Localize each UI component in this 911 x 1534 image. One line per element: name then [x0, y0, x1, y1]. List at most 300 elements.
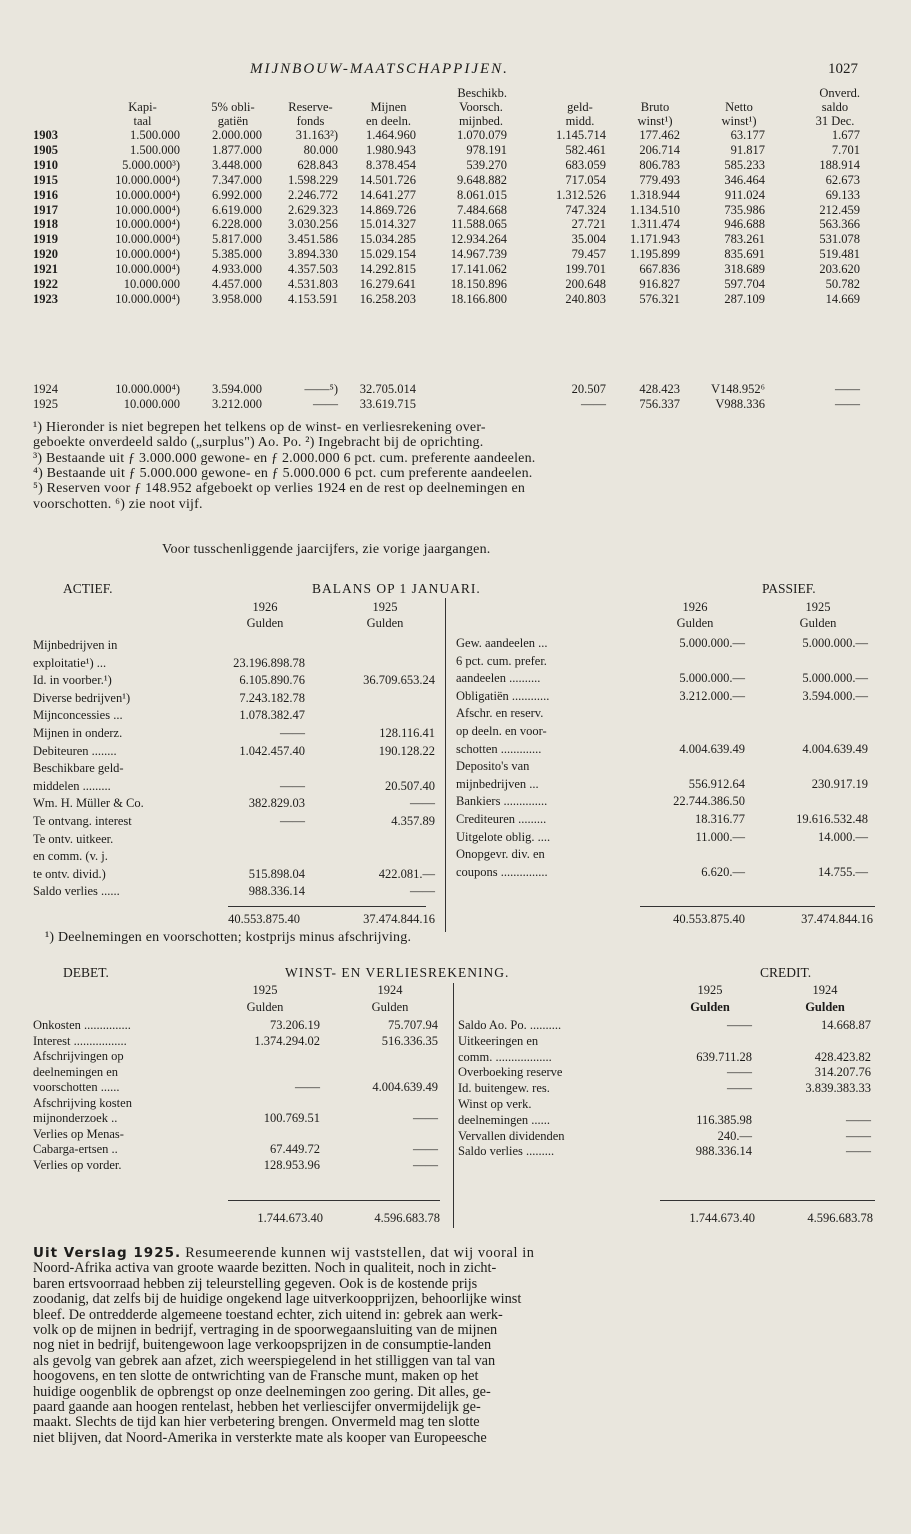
stats-cell: 806.783	[639, 157, 680, 172]
pl-cur-left-2: Gulden	[371, 1000, 409, 1014]
balance-actief-row-label: Mijnbedrijven in	[33, 638, 118, 652]
stats-cell: 7.484.668	[457, 202, 507, 217]
pl-total-left-2: 4.596.683.78	[374, 1211, 440, 1225]
stats-year: 1918	[33, 217, 58, 232]
footnote-line: ⁴) Bestaande uit ƒ 5.000.000 gewone- en ƒ 5.000.000 6 pct. cum preferente aandeelen.	[33, 465, 533, 481]
stats-cell: 206.714	[639, 142, 680, 157]
report-line: als gevolg van gebrek aan afzet, zich weerspiegelend in het stilliggen van tal van	[33, 1352, 496, 1369]
pl-right-head: CREDIT.	[760, 965, 812, 980]
stats-year: 1905	[33, 142, 58, 157]
balance-right-head: PASSIEF.	[762, 581, 816, 596]
stats-cell: 16.258.203	[359, 291, 416, 306]
pl-credit-row-label: deelnemingen ......	[458, 1112, 550, 1127]
stats-year: 1919	[33, 232, 58, 247]
stats-cell: 177.462	[639, 128, 680, 142]
pl-credit-row-label: Vervallen dividenden	[458, 1128, 565, 1143]
stats-cell: 539.270	[466, 157, 507, 172]
stats-cell: 916.827	[639, 277, 680, 291]
stats-year: 1915	[33, 172, 58, 187]
stats-cell: ——	[835, 397, 860, 411]
stats-cell: 1.134.510	[630, 202, 680, 217]
pl-cur-left-1: Gulden	[246, 1000, 284, 1014]
pl-debet-row-value-2: ——	[413, 1142, 438, 1156]
stats-head-1: Beschikb.	[457, 86, 507, 100]
stats-cell: 582.461	[565, 142, 606, 157]
stats-cell: 7.701	[831, 142, 860, 157]
stats-head-2: Kapi-	[128, 100, 157, 114]
stats-cell: 14.641.277	[359, 187, 416, 202]
balance-actief-row-value-2: 20.507.40	[385, 778, 435, 793]
pl-credit-row-value-1: 639.711.28	[696, 1049, 752, 1064]
pl-debet-row-value-2: ——	[413, 1111, 438, 1125]
balance-actief-row-value-2: 190.128.22	[378, 743, 435, 758]
stats-cell: 9.648.882	[457, 172, 507, 187]
stats-cell: 20.507	[571, 382, 606, 396]
balance-passief-row-value-2: 5.000.000.—	[802, 671, 868, 686]
pl-debet-row-value-2: 516.336.35	[381, 1033, 438, 1048]
stats-head-2: Mijnen	[370, 100, 407, 114]
balance-passief-row-label: Onopgevr. div. en	[456, 847, 545, 862]
stats-cell: 16.279.641	[359, 277, 416, 291]
stats-cell: 4.933.000	[212, 262, 262, 277]
pl-credit-row-value-1: ——	[727, 1065, 752, 1080]
stats-cell: 14.501.726	[359, 172, 416, 187]
stats-cell: 4.457.000	[212, 277, 262, 291]
stats-cell: 946.688	[724, 217, 765, 232]
balance-passief-row-value-2: 4.004.639.49	[802, 741, 868, 756]
stats-cell: 747.324	[565, 202, 606, 217]
stats-year: 1921	[33, 262, 58, 277]
stats-cell: V988.336	[715, 397, 765, 411]
stats-cell: 17.141.062	[450, 262, 507, 277]
stats-cell: 1.677	[831, 128, 860, 142]
stats-year: 1923	[33, 291, 58, 306]
balance-actief-row-label: Id. in voorber.¹)	[33, 673, 112, 688]
footnote-line: ⁵) Reserven voor ƒ 148.952 afgeboekt op verlies 1924 en de rest op deelnemingen en	[33, 481, 526, 497]
pl-credit-row-value-1: 988.336.14	[695, 1144, 752, 1159]
pl-debet-row-value-1: 100.769.51	[263, 1111, 320, 1125]
stats-cell: 14.669	[825, 291, 860, 306]
stats-cell: 14.292.815	[359, 262, 416, 277]
stats-cell: 10.000.000⁴)	[115, 382, 180, 396]
balance-actief-row-value-1: 7.243.182.78	[239, 690, 305, 705]
stats-head-2: saldo	[821, 100, 849, 114]
pl-credit-row-value-2: 314.207.76	[814, 1065, 871, 1080]
stats-cell: 1.145.714	[556, 128, 606, 142]
pl-credit-row-value-1: ——	[727, 1081, 752, 1096]
balance-actief-row-label: Mijnconcessies ...	[33, 708, 123, 723]
balance-actief-row-value-2: ——	[410, 796, 435, 811]
pl-debet-row-value-1: 73.206.19	[270, 1018, 320, 1032]
pl-debet-row-label: Verlies op vorder.	[33, 1157, 122, 1172]
balance-actief-row-value-1: 1.042.457.40	[239, 743, 305, 758]
stats-cell: 212.459	[819, 202, 860, 217]
report-lead: Uit Verslag 1925.	[33, 1245, 182, 1261]
balance-actief-row-label: Beschikbare geld-	[33, 761, 124, 776]
stats-cell: 27.721	[571, 217, 606, 232]
pl-debet-row-value-1: 128.953.96	[263, 1157, 320, 1172]
footnote-line: ¹) Hieronder is niet begrepen het telkens op de winst- en verliesrekening over-	[33, 420, 486, 435]
stats-cell: 10.000.000⁴)	[115, 172, 180, 187]
stats-cell: 203.620	[819, 262, 860, 277]
stats-cell: 1.598.229	[288, 172, 338, 187]
bal-cur-left-2: Gulden	[366, 616, 404, 630]
balance-actief-row-value-2: 4.357.89	[391, 814, 435, 828]
stats-head-3: en deeln.	[365, 114, 412, 128]
stats-cell: 2.000.000	[212, 128, 262, 142]
stats-cell: 200.648	[565, 277, 606, 291]
stats-cell: 80.000	[303, 142, 338, 157]
balance-left-rule	[228, 906, 426, 907]
stats-cell: 10.000.000⁴)	[115, 187, 180, 202]
pl-credit-row-value-2: ——	[846, 1144, 871, 1159]
balance-actief-row-label: Te ontvang. interest	[33, 814, 132, 828]
pl-credit-row-value-1: 116.385.98	[696, 1112, 752, 1127]
stats-cell: 1.500.000	[130, 128, 180, 142]
stats-cell: 6.619.000	[212, 202, 262, 217]
stats-cell: 62.673	[825, 172, 860, 187]
stats-cell: 8.061.015	[457, 187, 507, 202]
balance-passief-row-label: mijnbedrijven ...	[456, 776, 539, 791]
balance-actief-row-label: te ontv. divid.)	[33, 866, 106, 881]
stats-cell: 10.000.000	[123, 397, 180, 411]
balance-actief-row-value-1: ——	[280, 778, 305, 793]
balance-actief-row-value-1: ——	[280, 726, 305, 740]
balance-passief-row-value-1: 5.000.000.—	[679, 636, 745, 650]
stats-cell: 10.000.000⁴)	[115, 232, 180, 247]
stats-cell: ——	[313, 397, 338, 411]
pl-left-head: DEBET.	[63, 965, 109, 980]
report-line: volk op de mijnen in bedrijf, vertraging in de spoorwegaansluiting van de mijnen	[33, 1322, 498, 1339]
stats-cell: 11.588.065	[451, 217, 507, 232]
pl-right-rule	[660, 1200, 875, 1201]
stats-cell: 287.109	[724, 291, 765, 306]
stats-cell: 33.619.715	[359, 397, 416, 411]
pl-title: WINST- EN VERLIESREKENING.	[285, 965, 510, 980]
stats-cell: 563.366	[819, 217, 860, 232]
bal-year-left-1: 1926	[252, 600, 278, 614]
pl-total-right-1: 1.744.673.40	[689, 1211, 755, 1225]
stats-cell: 1.312.526	[556, 187, 606, 202]
stats-cell: 1.877.000	[212, 142, 262, 157]
pl-credit-row-value-2: 3.839.383.33	[805, 1081, 871, 1096]
pl-debet-row-value-2: 75.707.94	[388, 1018, 438, 1032]
stats-cell: 18.166.800	[450, 291, 507, 306]
footnote-line: voorschotten. ⁶) zie noot vijf.	[33, 496, 203, 512]
stats-cell: 15.014.327	[359, 217, 416, 232]
balance-left-head: ACTIEF.	[63, 581, 113, 596]
balance-passief-row-value-2: 14.755.—	[818, 864, 868, 879]
balance-passief-row-value-1: 556.912.64	[688, 776, 745, 791]
stats-head-2: geld-	[567, 100, 593, 114]
stats-cell: 69.133	[825, 187, 860, 202]
pl-year-right-2: 1924	[812, 983, 838, 997]
balance-passief-row-label: op deeln. en voor-	[456, 724, 547, 738]
balance-actief-row-value-1: 382.829.03	[248, 796, 305, 811]
bal-cur-right-1: Gulden	[676, 616, 714, 630]
balance-passief-row-value-1: 5.000.000.—	[679, 671, 745, 686]
balance-passief-row-label: aandeelen ..........	[456, 671, 541, 686]
bal-total-right-2: 37.474.844.16	[801, 912, 873, 926]
stats-cell: 10.000.000⁴)	[115, 247, 180, 262]
balance-passief-row-label: 6 pct. cum. prefer.	[456, 653, 547, 668]
bal-total-left-2: 37.474.844.16	[363, 912, 435, 926]
pl-debet-row-label: Verlies op Menas-	[33, 1126, 124, 1141]
balance-actief-row-label: middelen .........	[33, 778, 111, 793]
stats-cell: 240.803	[565, 291, 606, 306]
pl-credit-row-value-1: ——	[727, 1018, 752, 1032]
balance-passief-row-value-2: 230.917.19	[811, 776, 868, 791]
stats-cell: 576.321	[639, 291, 680, 306]
pl-credit-row-label: comm. ..................	[458, 1049, 552, 1064]
pl-debet-row-label: voorschotten ......	[33, 1080, 120, 1094]
stats-cell: 3.448.000	[212, 157, 262, 172]
stats-head-1: Onverd.	[819, 86, 860, 100]
balance-passief-row-value-1: 11.000.—	[695, 829, 745, 844]
stats-head-3: fonds	[296, 114, 325, 128]
report-line: paard gaande aan hoogen rentelast, hebben het verliescijfer onvermijdelijk ge-	[33, 1399, 481, 1416]
stats-cell: 3.212.000	[212, 397, 262, 411]
balance-passief-row-value-1: 18.316.77	[695, 812, 745, 826]
balance-passief-row-value-2: 3.594.000.—	[802, 688, 868, 703]
stats-cell: 5.000.000³)	[122, 157, 180, 172]
stats-head-2: Reserve-	[288, 100, 333, 114]
pl-total-left-1: 1.744.673.40	[257, 1211, 323, 1225]
balance-passief-row-label: Deposito's van	[456, 759, 530, 774]
balance-passief-row-label: coupons ...............	[456, 864, 548, 879]
stats-cell: 5.817.000	[212, 232, 262, 247]
stats-cell: 911.024	[724, 187, 765, 202]
stats-cell: 35.004	[571, 232, 606, 247]
pl-debet-row-value-1: 1.374.294.02	[254, 1033, 320, 1048]
stats-head-3: gatiën	[217, 114, 249, 128]
balance-actief-row-value-1: 23.196.898.78	[233, 655, 305, 670]
stats-cell: 585.233	[724, 157, 765, 172]
bal-cur-left-1: Gulden	[246, 616, 284, 630]
stats-cell: 519.481	[819, 247, 860, 262]
report-line: zoodanig, dat zelfs bij de huidige ongekend lage uitverkoopprijzen, behoorlijke winst	[33, 1291, 522, 1308]
balance-actief-row-label: Te ontv. uitkeer.	[33, 831, 114, 846]
balance-actief-row-value-2: 128.116.41	[379, 726, 435, 740]
stats-head-2: Voorsch.	[459, 100, 503, 114]
pl-credit-row-label: Saldo verlies .........	[458, 1144, 555, 1159]
running-title: MIJNBOUW-MAATSCHAPPIJEN.	[250, 61, 509, 77]
stats-cell: 63.177	[730, 128, 765, 142]
pl-debet-row-label: deelnemingen en	[33, 1064, 119, 1079]
bal-total-right-1: 40.553.875.40	[673, 912, 745, 926]
pl-credit-row-label: Winst op verk.	[458, 1097, 532, 1111]
stats-cell: 2.246.772	[288, 187, 338, 202]
stats-cell: ——	[581, 397, 606, 411]
report-line: hoogovens, en ten slotte de ontwrichting van de Fransche munt, maken op het	[33, 1368, 479, 1385]
pl-debet-row-label: Cabarga-ertsen ..	[33, 1142, 118, 1156]
stats-cell: 783.261	[724, 232, 765, 247]
balance-actief-row-label: Mijnen in onderz.	[33, 726, 123, 740]
stats-cell: 79.457	[571, 247, 606, 262]
stats-year: 1924	[33, 382, 58, 396]
stats-cell: ——	[835, 382, 860, 396]
balance-right-rule	[640, 906, 875, 907]
report-line: baren ertsvoorraad hebben zij teleurstelling gegeven. Ook is de kostende prijs	[33, 1275, 478, 1292]
stats-cell: 91.817	[730, 142, 765, 157]
balance-passief-row-label: Crediteuren .........	[456, 812, 547, 826]
stats-cell: 3.894.330	[288, 247, 338, 262]
pl-debet-row-value-2: 4.004.639.49	[372, 1080, 438, 1094]
stats-cell: 1.464.960	[366, 128, 416, 142]
intermediate-note: Voor tusschenliggende jaarcijfers, zie vorige jaargangen.	[162, 542, 491, 557]
footnote-line: ³) Bestaande uit ƒ 3.000.000 gewone- en ƒ 2.000.000 6 pct. cum. preferente aandeelen.	[33, 450, 536, 466]
balance-passief-row-value-1: 6.620.—	[701, 864, 745, 879]
pl-debet-row-value-1: 67.449.72	[270, 1142, 320, 1156]
balance-passief-row-label: Uitgelote oblig. ....	[456, 829, 551, 844]
stats-cell: 15.029.154	[359, 247, 416, 262]
pl-cur-right-1: Gulden	[690, 1000, 730, 1014]
pl-debet-row-value-1: ——	[295, 1080, 320, 1094]
pl-cur-right-2: Gulden	[805, 1000, 845, 1014]
stats-cell: 10.000.000	[123, 277, 180, 291]
stats-year: 1922	[33, 277, 58, 291]
pl-debet-row-label: Onkosten ...............	[33, 1018, 131, 1032]
balance-actief-row-value-1: 6.105.890.76	[239, 673, 305, 688]
balance-passief-row-value-1: 22.744.386.50	[673, 794, 745, 809]
stats-cell: 3.958.000	[212, 291, 262, 306]
balance-divider	[445, 598, 446, 932]
report-line: bleef. De ontredderde algemeene toestand echter, zich uitend in: gebrek aan werk-	[33, 1306, 503, 1323]
pl-credit-row-value-2: ——	[846, 1112, 871, 1127]
annual-report-paragraph	[33, 1246, 881, 1446]
stats-cell: V148.952⁶	[710, 382, 765, 396]
stats-cell: 3.594.000	[212, 382, 262, 396]
stats-cell: 628.843	[297, 157, 338, 172]
balance-actief-row-value-1: 515.898.04	[248, 866, 305, 881]
stats-head-2: 5% obli-	[211, 100, 255, 114]
stats-cell: 4.153.591	[288, 291, 338, 306]
stats-cell: 779.493	[639, 172, 680, 187]
pl-credit-row-value-2: 14.668.87	[821, 1018, 871, 1032]
report-line: nog niet in bedrijf, buitengewoon lage verkoopsprijzen in de consumptie-landen	[33, 1337, 492, 1354]
stats-year: 1910	[33, 157, 58, 172]
stats-cell: 6.228.000	[212, 217, 262, 232]
stats-head-3: 31 Dec.	[815, 114, 855, 128]
stats-cell: 3.451.586	[288, 232, 338, 247]
stats-cell: ——⁵)	[304, 382, 338, 396]
balance-passief-row-value-2: 14.000.—	[818, 829, 868, 844]
stats-cell: 4.531.803	[288, 277, 338, 291]
balance-passief-row-label: schotten .............	[456, 741, 542, 756]
pl-credit-row-label: Overboeking reserve	[458, 1065, 563, 1080]
stats-cell: 597.704	[724, 277, 765, 291]
stats-cell: 199.701	[565, 262, 606, 277]
report-line: Noord-Afrika activa van groote waarde bezitten. Noch in qualiteit, noch in zicht-	[33, 1260, 497, 1277]
bal-year-right-2: 1925	[805, 600, 831, 614]
stats-cell: 531.078	[819, 232, 860, 247]
pl-credit-row-label: Id. buitengew. res.	[458, 1081, 550, 1096]
stats-cell: 10.000.000⁴)	[115, 217, 180, 232]
stats-cell: 318.689	[724, 262, 765, 277]
balance-actief-row-label: Diverse bedrijven¹)	[33, 690, 131, 705]
balance-actief-row-label: exploitatie¹) ...	[33, 655, 107, 670]
pl-year-left-1: 1925	[252, 983, 278, 997]
balance-passief-row-label: Afschr. en reserv.	[456, 706, 544, 721]
balance-actief-row-value-2: ——	[410, 884, 435, 899]
stats-cell: 14.967.739	[450, 247, 507, 262]
stats-head-3: winst¹)	[721, 114, 757, 128]
pl-divider	[453, 983, 454, 1228]
pl-credit-row-label: Uitkeeringen en	[458, 1033, 539, 1048]
balance-passief-row-value-2: 19.616.532.48	[796, 812, 868, 826]
balance-actief-row-label: en comm. (v. j.	[33, 849, 108, 864]
bal-total-left-1: 40.553.875.40	[228, 912, 300, 926]
stats-year: 1903	[33, 128, 58, 142]
balance-actief-row-value-1: 988.336.14	[248, 884, 305, 899]
pl-credit-row-label: Saldo Ao. Po. ..........	[458, 1018, 562, 1032]
stats-cell: 978.191	[466, 142, 507, 157]
stats-cell: 1.500.000	[130, 142, 180, 157]
report-line: huidige oogenblik de opbrengst op onze deelnemingen zoo gering. Dit alles, ge-	[33, 1383, 491, 1400]
stats-cell: 683.059	[565, 157, 606, 172]
pl-debet-row-label: Afschrijvingen op	[33, 1049, 124, 1063]
stats-cell: 6.992.000	[212, 187, 262, 202]
footnote-line: geboekte onverdeeld saldo („surplus") Ao. Po. ²) Ingebracht bij de oprichting.	[33, 435, 484, 451]
stats-cell: 3.030.256	[288, 217, 338, 232]
stats-head-3: midd.	[565, 114, 595, 128]
stats-head-2: Netto	[725, 100, 753, 114]
stats-cell: 735.986	[724, 202, 765, 217]
stats-cell: 346.464	[724, 172, 765, 187]
balance-passief-row-label: Obligatiën ............	[456, 688, 550, 703]
stats-cell: 32.705.014	[359, 382, 416, 396]
report-line: niet blijven, dat Noord-Amerika in versterkte mate als kooper van Europeesche	[33, 1429, 487, 1446]
balance-actief-row-value-1: 1.078.382.47	[239, 708, 305, 723]
balance-actief-row-value-2: 36.709.653.24	[363, 673, 435, 688]
stats-cell: 4.357.503	[288, 262, 338, 277]
balance-actief-row-value-1: ——	[280, 814, 305, 828]
balance-passief-row-label: Gew. aandeelen ...	[456, 636, 548, 650]
bal-cur-right-2: Gulden	[799, 616, 837, 630]
balance-actief-row-label: Debiteuren ........	[33, 743, 117, 758]
balance-passief-row-value-1: 3.212.000.—	[679, 688, 745, 703]
stats-cell: 14.869.726	[359, 202, 416, 217]
stats-cell: 1.318.944	[630, 187, 680, 202]
pl-total-right-2: 4.596.683.78	[807, 1211, 873, 1225]
bal-year-left-2: 1925	[372, 600, 398, 614]
stats-cell: 10.000.000⁴)	[115, 262, 180, 277]
stats-cell: 31.163²)	[295, 128, 338, 142]
stats-cell: 7.347.000	[212, 172, 262, 187]
stats-cell: 1.980.943	[366, 142, 416, 157]
pl-credit-row-value-2: ——	[846, 1128, 871, 1143]
stats-cell: 667.836	[639, 262, 680, 277]
stats-cell: 835.691	[724, 247, 765, 262]
balance-passief-row-value-2: 5.000.000.—	[802, 636, 868, 650]
stats-cell: 1.195.899	[630, 247, 680, 262]
stats-cell: 1.311.474	[630, 217, 680, 232]
stats-cell: 8.378.454	[366, 157, 416, 172]
stats-cell: 10.000.000⁴)	[115, 291, 180, 306]
report-line: Resumeerende kunnen wij vaststellen, dat wij vooral in	[185, 1245, 535, 1261]
stats-head-2: Bruto	[640, 100, 670, 114]
stats-year: 1920	[33, 247, 58, 262]
stats-head-3: winst¹)	[637, 114, 673, 128]
stats-cell: 756.337	[639, 397, 680, 411]
balance-footnote: ¹) Deelnemingen en voorschotten; kostprijs minus afschrijving.	[45, 930, 412, 945]
pl-debet-row-label: mijnonderzoek ..	[33, 1111, 118, 1125]
balance-title: BALANS OP 1 JANUARI.	[312, 581, 481, 596]
report-line: maakt. Slechts de tijd kan hier verbetering brengen. Onvermeld mag ten slotte	[33, 1414, 480, 1431]
balance-actief-row-value-2: 422.081.—	[378, 866, 435, 881]
stats-head-3: mijnbed.	[458, 114, 504, 128]
pl-left-rule	[228, 1200, 440, 1201]
